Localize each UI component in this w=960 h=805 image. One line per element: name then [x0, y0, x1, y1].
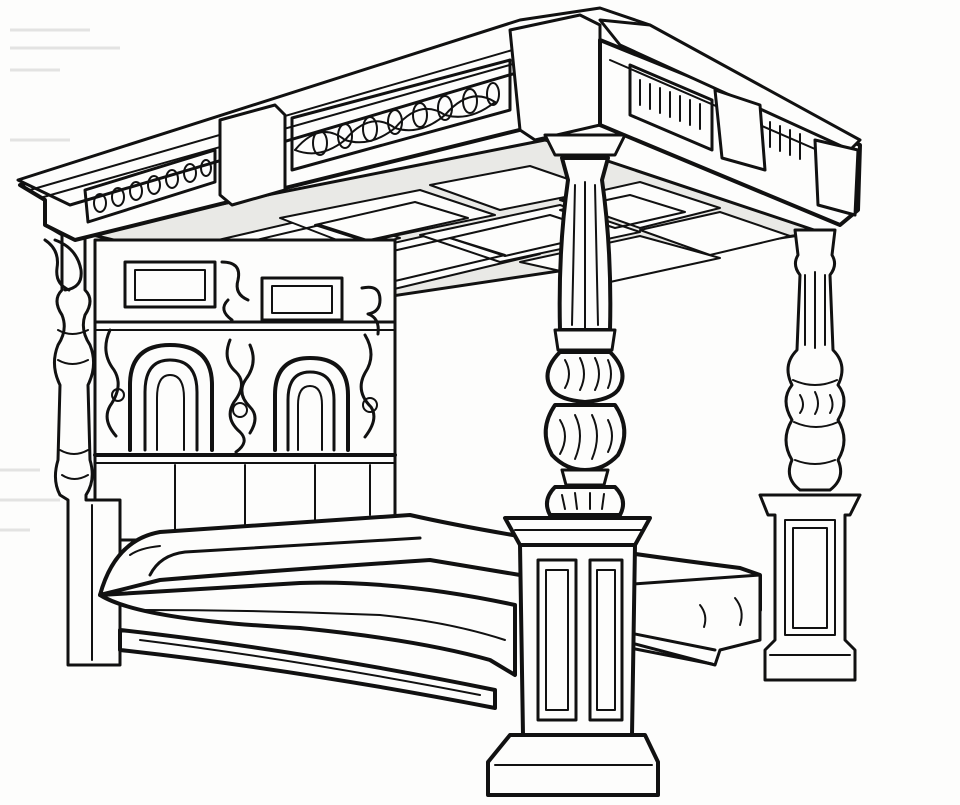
headboard — [95, 240, 395, 540]
right-back-post — [760, 230, 860, 680]
